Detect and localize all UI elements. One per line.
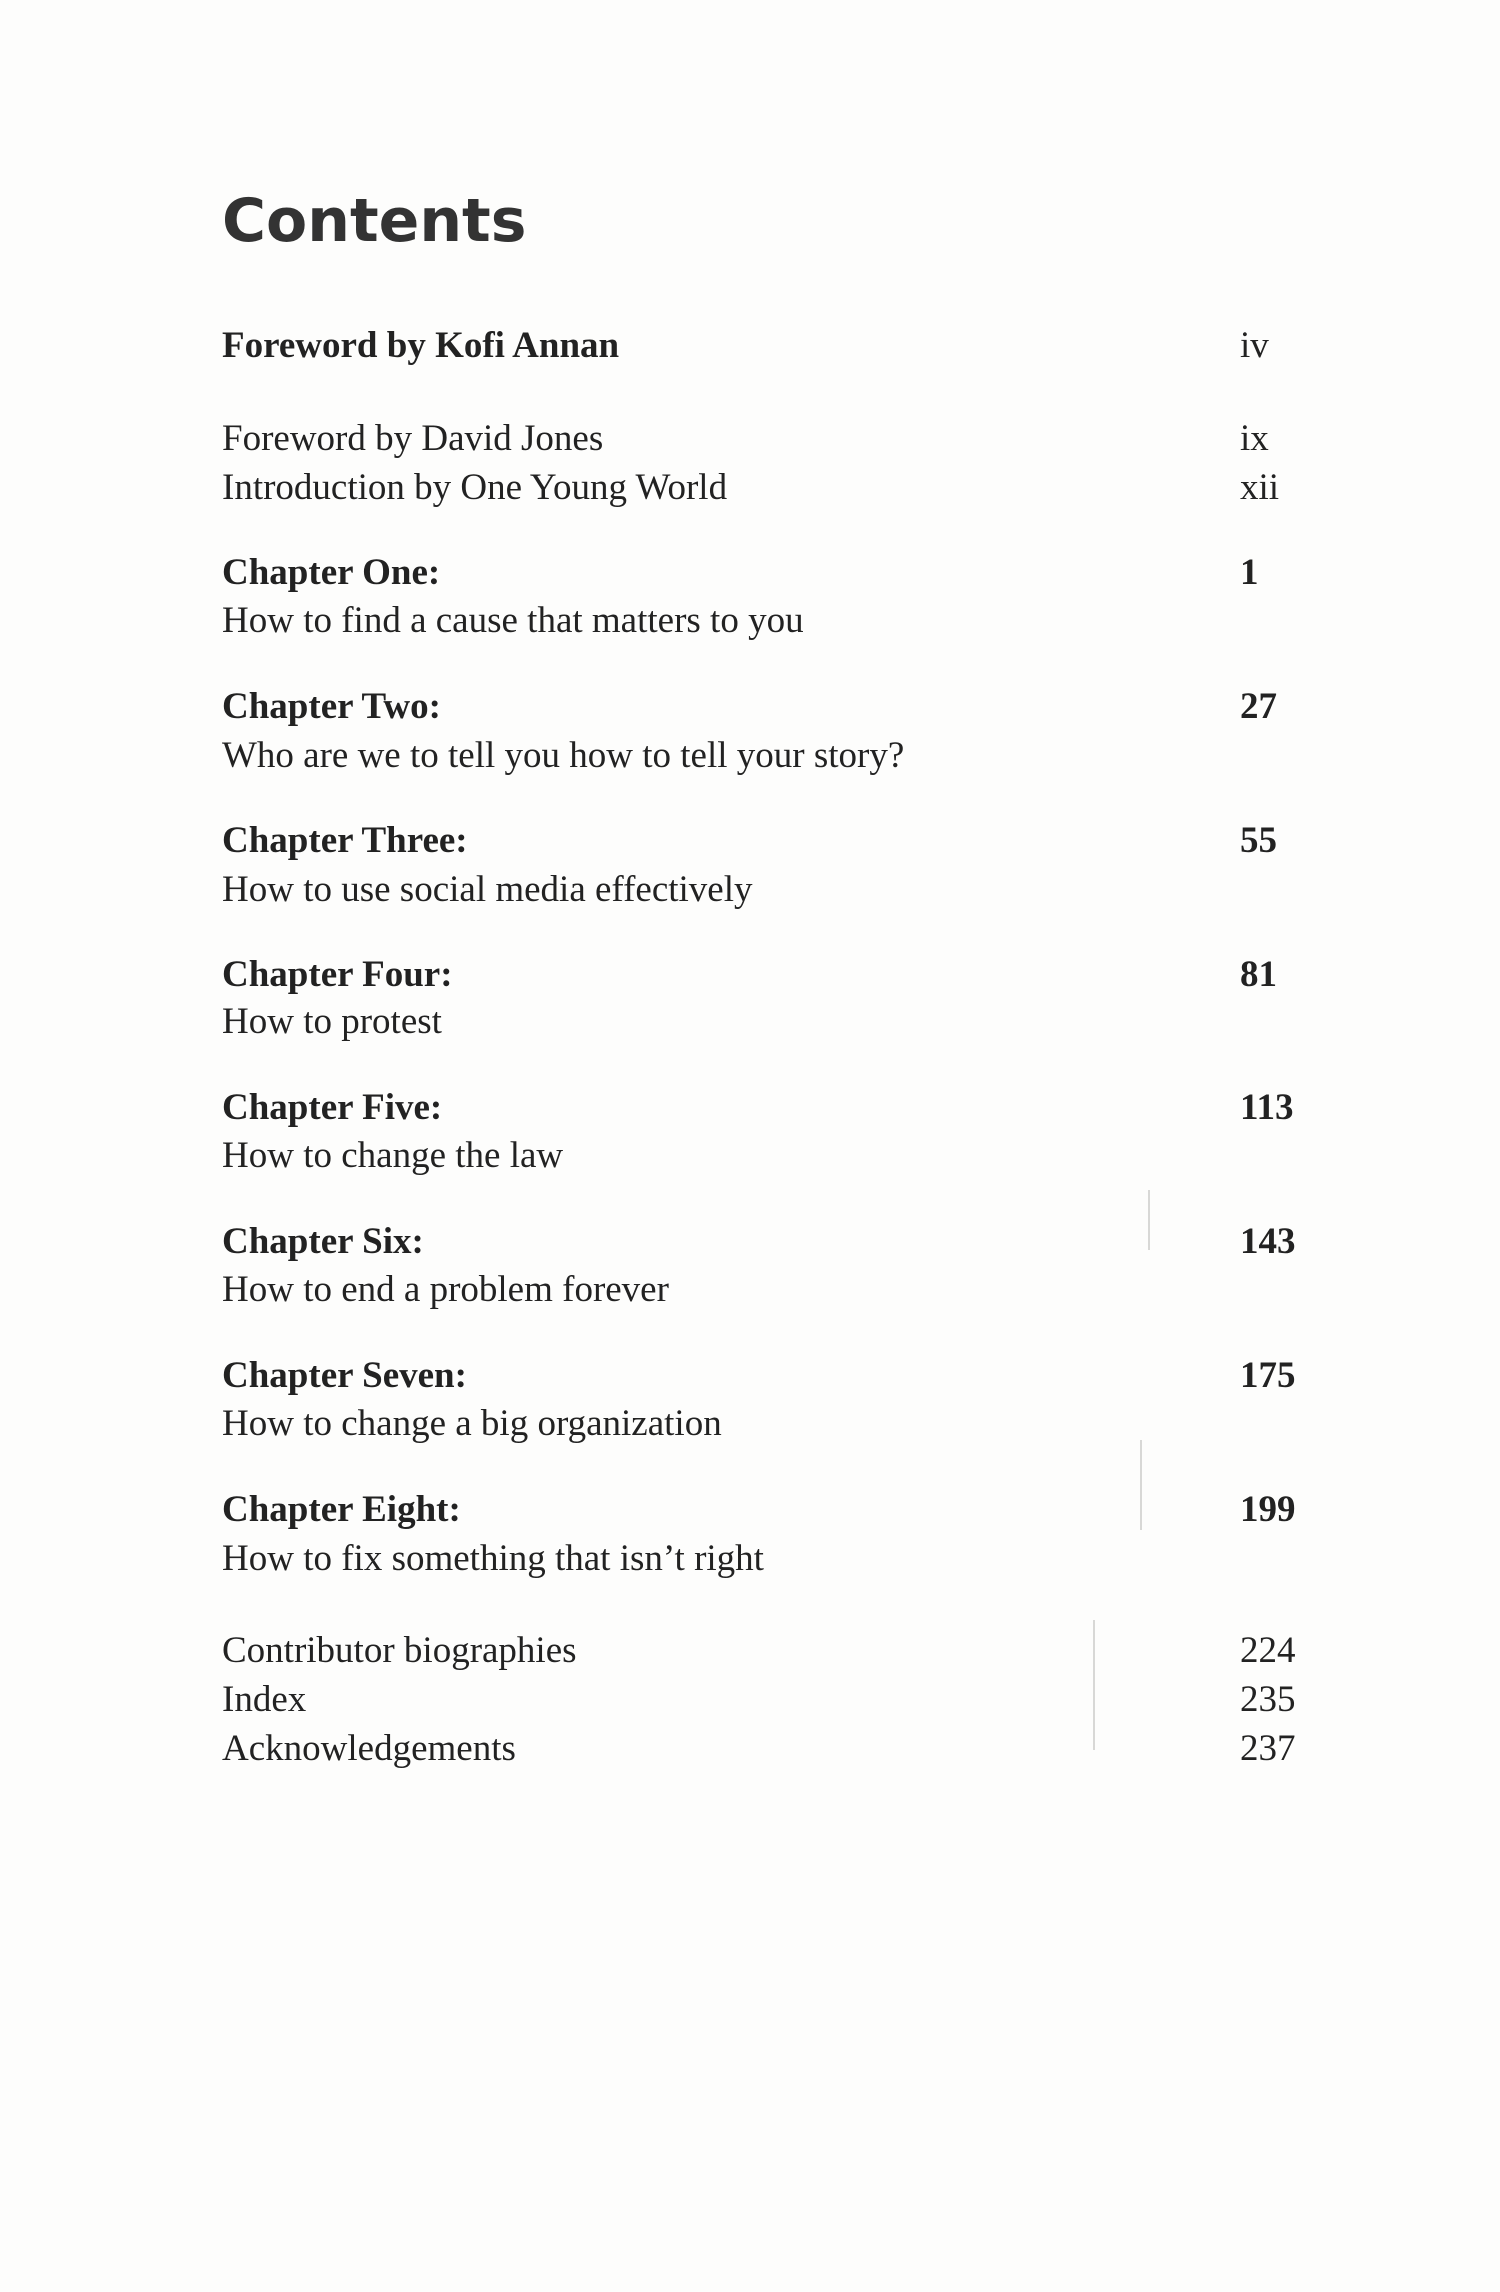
scan-artifact — [1148, 1190, 1150, 1250]
toc-entry-title: Foreword by David Jones — [222, 418, 604, 459]
toc-entry-page: 199 — [1240, 1489, 1296, 1530]
toc-entry-title: Chapter One: — [222, 552, 441, 593]
toc-entry-page: 27 — [1240, 686, 1277, 727]
toc-entry-title: Index — [222, 1679, 307, 1720]
toc-entry-subtitle-text: Who are we to tell you how to tell your story? — [222, 735, 905, 776]
toc-entry-subtitle-text: How to fix something that isn’t right — [222, 1538, 764, 1579]
toc-entry-title: Chapter Four: — [222, 954, 453, 995]
toc-entry-subtitle-text: How to protest — [222, 1001, 442, 1042]
toc-entry-page: iv — [1240, 325, 1269, 366]
toc-entry-title: Chapter Five: — [222, 1087, 443, 1128]
toc-entry-subtitle-text: How to use social media effectively — [222, 869, 753, 910]
toc-entry-title: Chapter Eight: — [222, 1489, 461, 1530]
page-title: Contents — [222, 186, 527, 256]
toc-entry-page: 113 — [1240, 1087, 1294, 1128]
toc-entry-title: Chapter Three: — [222, 820, 468, 861]
toc-entry-page: 1 — [1240, 552, 1259, 593]
toc-entry-page: 175 — [1240, 1355, 1296, 1396]
toc-entry-page: ix — [1240, 418, 1269, 459]
scan-artifact — [1140, 1440, 1142, 1530]
toc-entry-title: Foreword by Kofi Annan — [222, 325, 620, 366]
toc-entry-page: 143 — [1240, 1221, 1296, 1262]
toc-entry-subtitle-text: How to find a cause that matters to you — [222, 600, 804, 641]
toc-entry-page: 237 — [1240, 1728, 1296, 1769]
toc-entry-subtitle-text: How to change the law — [222, 1135, 564, 1176]
toc-entry-title: Contributor biographies — [222, 1630, 577, 1671]
toc-entry-title: Chapter Two: — [222, 686, 441, 727]
toc-entry-title: Introduction by One Young World — [222, 467, 728, 508]
toc-entry-subtitle-text: How to change a big organization — [222, 1403, 722, 1444]
toc-entry-page: 81 — [1240, 954, 1277, 995]
toc-entry-title: Chapter Six: — [222, 1221, 424, 1262]
toc-entry-title: Chapter Seven: — [222, 1355, 467, 1396]
toc-entry-page: 224 — [1240, 1630, 1296, 1671]
toc-entry-page: 235 — [1240, 1679, 1296, 1720]
toc-entry-page: xii — [1240, 467, 1280, 508]
toc-entry-subtitle-text: How to end a problem forever — [222, 1269, 669, 1310]
toc-entry-title: Acknowledgements — [222, 1728, 516, 1769]
scan-artifact — [1093, 1620, 1095, 1750]
toc-entry-page: 55 — [1240, 820, 1277, 861]
